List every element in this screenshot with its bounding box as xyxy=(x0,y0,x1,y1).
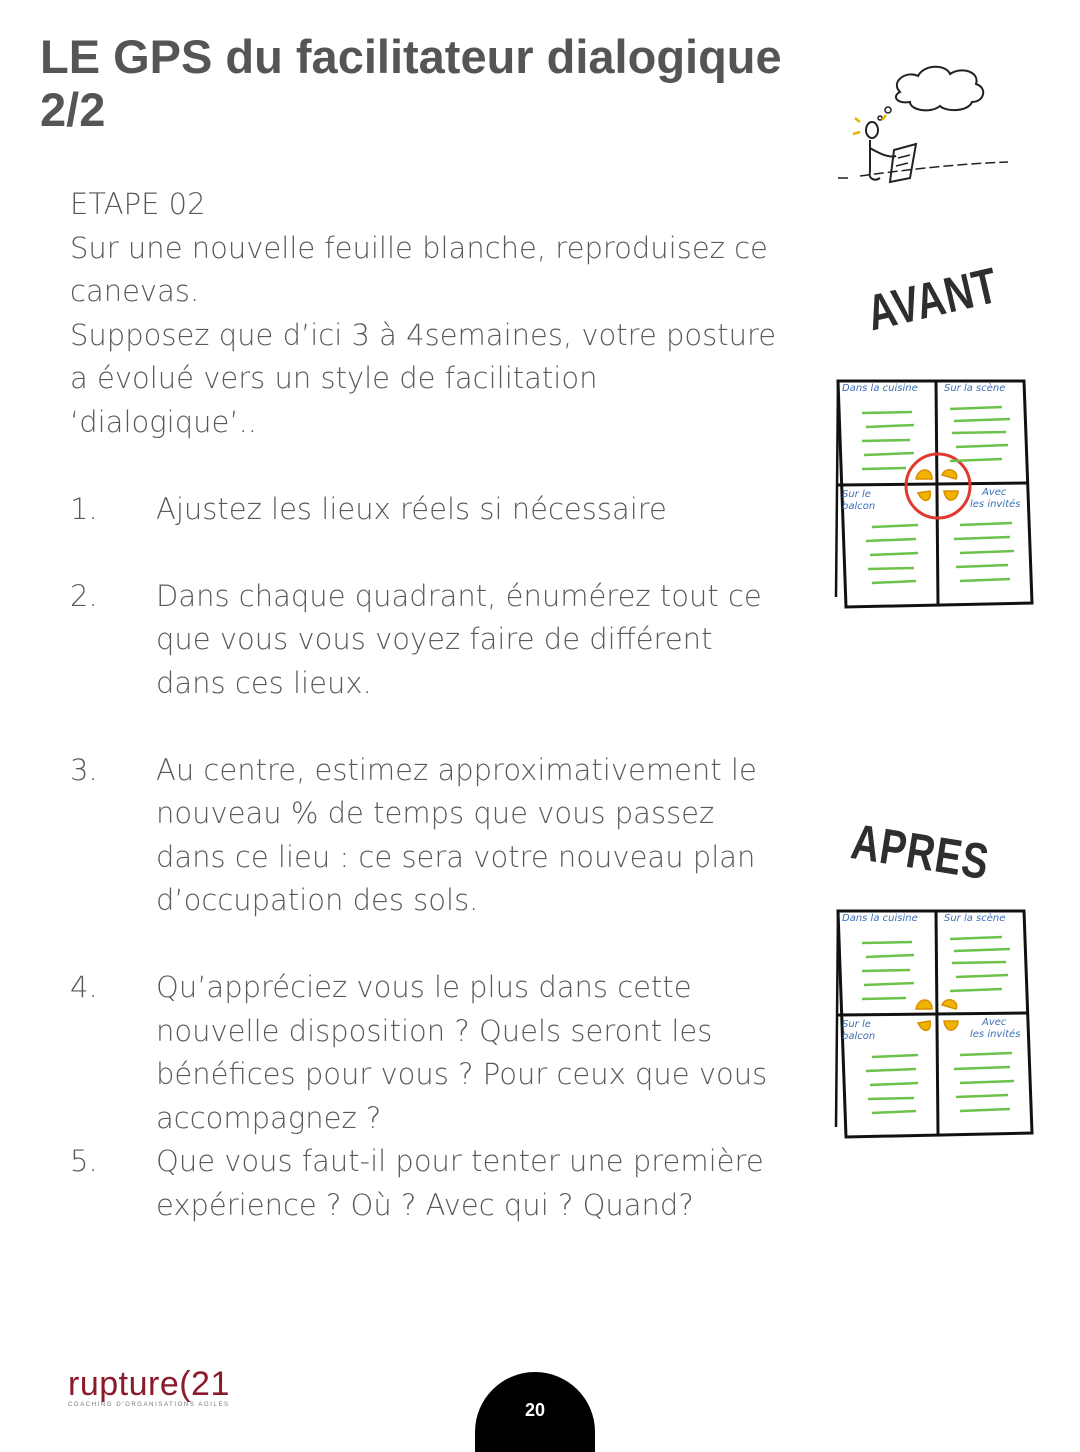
list-text: Que vous faut-il pour tenter une première expérience ? Où ? Avec qui ? Quand? xyxy=(156,1144,764,1222)
svg-text:balcon: balcon xyxy=(842,501,876,512)
avant-label: AVANT xyxy=(861,256,1004,342)
instructions xyxy=(70,183,790,1227)
list-number: 3. xyxy=(70,752,98,787)
list-text: Dans chaque quadrant, énumérez tout ce que vous vous voyez faire de différent dans ces lieux. xyxy=(156,578,762,700)
svg-text:Avec: Avec xyxy=(982,1017,1007,1028)
list-number: 1. xyxy=(70,491,98,526)
svg-text:Sur la scène: Sur la scène xyxy=(944,913,1006,924)
list-text: Ajustez les lieux réels si nécessaire xyxy=(156,491,667,526)
svg-text:Sur le: Sur le xyxy=(842,1019,871,1030)
intro-line: Sur une nouvelle feuille blanche, reproduisez ce canevas. xyxy=(70,230,768,308)
company-logo xyxy=(68,1365,230,1408)
step-list xyxy=(70,488,790,1228)
list-item xyxy=(70,575,790,706)
logo-tagline: COACHING D'ORGANISATIONS AGILES xyxy=(68,1402,230,1408)
canvas-sketch-apres xyxy=(832,905,1042,1145)
list-text: Au centre, estimez approximativement le nouveau % de temps que vous passez dans ce lieu : ce sera votre nouveau plan d’occupation des sols. xyxy=(156,752,757,917)
list-text: Qu’appréciez vous le plus dans cette nouvelle disposition ? Quels seront les bénéfices pour vous ? Pour ceux que vous accompagnez ? xyxy=(156,970,768,1135)
list-item xyxy=(70,488,790,532)
svg-text:Sur le: Sur le xyxy=(842,489,871,500)
svg-text:balcon: balcon xyxy=(842,1031,876,1042)
thinking-person-illustration xyxy=(830,60,1010,200)
svg-text:Dans la cuisine: Dans la cuisine xyxy=(842,383,918,394)
list-item xyxy=(70,1140,790,1227)
list-number: 5. xyxy=(70,1144,98,1178)
step-heading: ETAPE 02 xyxy=(70,187,206,221)
list-item xyxy=(70,749,790,923)
svg-text:Avec: Avec xyxy=(982,487,1007,498)
svg-text:les invités: les invités xyxy=(970,1029,1021,1040)
apres-label: APRES xyxy=(847,813,993,891)
list-number: 2. xyxy=(70,578,98,613)
list-item xyxy=(70,966,790,1140)
svg-text:Dans la cuisine: Dans la cuisine xyxy=(842,913,918,924)
intro-line: Supposez que d’ici 3 à 4semaines, votre posture a évolué vers un style de facilitation ‘dialogique’.. xyxy=(70,317,777,439)
page-title: LE GPS du facilitateur dialogique 2/2 xyxy=(40,30,782,136)
page-number: 20 xyxy=(475,1372,595,1452)
logo-text: rupture(21 xyxy=(68,1365,230,1403)
list-number: 4. xyxy=(70,970,98,1004)
svg-text:Sur la scène: Sur la scène xyxy=(944,383,1006,394)
svg-text:les invités: les invités xyxy=(970,499,1021,510)
canvas-sketch-avant xyxy=(832,375,1042,615)
